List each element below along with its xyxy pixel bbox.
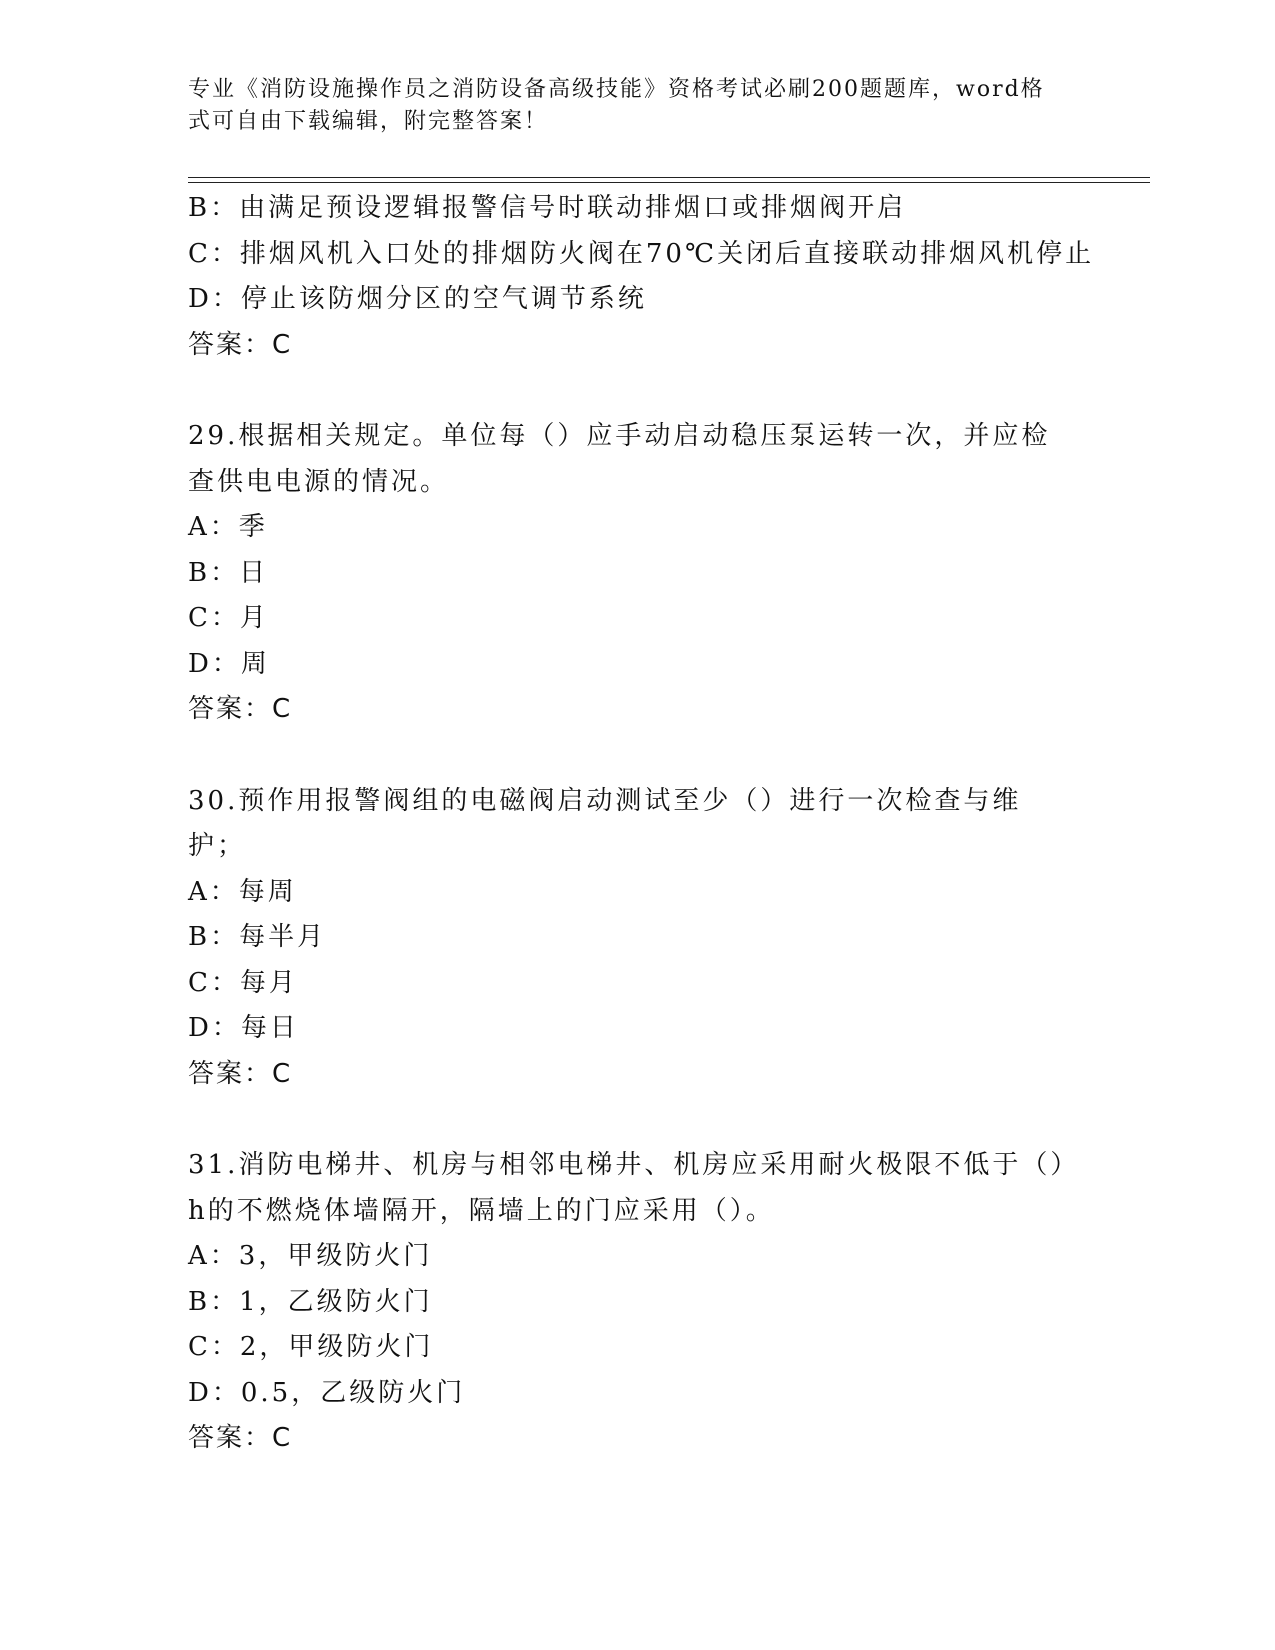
answer-line: 答案：C	[188, 694, 293, 724]
header-divider-bottom	[188, 182, 1150, 183]
document-header: 专业《消防设施操作员之消防设备高级技能》资格考试必刷200题题库，word格式可自由下载编辑，附完整答案！	[188, 77, 1045, 134]
option-a: A：每周	[188, 876, 297, 907]
question-30	[188, 779, 1088, 1098]
answer-line: 答案：C	[188, 1423, 293, 1453]
option-c: C：2，甲级防火门	[188, 1332, 434, 1362]
answer-line: 答案：C	[188, 329, 293, 360]
option-d: D：每日	[188, 1013, 299, 1043]
option-a: A：3，甲级防火门	[188, 1241, 433, 1271]
option-b: B：由满足预设逻辑报警信号时联动排烟口或排烟阀开启	[188, 193, 907, 223]
option-d: D：0.5，乙级防火门	[188, 1377, 466, 1408]
option-b: B：日	[188, 557, 269, 588]
option-c: C：每月	[188, 967, 298, 998]
header-divider-top	[188, 177, 1150, 178]
question-31	[188, 1143, 1088, 1462]
option-b: B：1，乙级防火门	[188, 1286, 433, 1317]
option-d: D：停止该防烟分区的空气调节系统	[188, 284, 647, 314]
option-c: C：排烟风机入口处的排烟防火阀在70℃关闭后直接联动排烟风机停止	[188, 238, 1095, 269]
option-c: C：月	[188, 603, 269, 633]
question-29	[188, 414, 1088, 733]
option-a: A：季	[188, 512, 268, 542]
answer-line: 答案：C	[188, 1058, 293, 1089]
option-d: D：周	[188, 648, 270, 679]
previous-question-continuation	[188, 186, 1095, 368]
option-b: B：每半月	[188, 922, 327, 952]
question-stem: 30.预作用报警阀组的电磁阀启动测试至少（）进行一次检查与维护；	[188, 785, 1022, 861]
question-stem: 31.消防电梯井、机房与相邻电梯井、机房应采用耐火极限不低于（）h的不燃烧体墙隔开，隔墙上的门应采用（）。	[188, 1150, 1067, 1226]
question-stem: 29.根据相关规定。单位每（）应手动启动稳压泵运转一次，并应检查供电电源的情况。	[188, 421, 1051, 497]
document-body	[188, 186, 1095, 1462]
